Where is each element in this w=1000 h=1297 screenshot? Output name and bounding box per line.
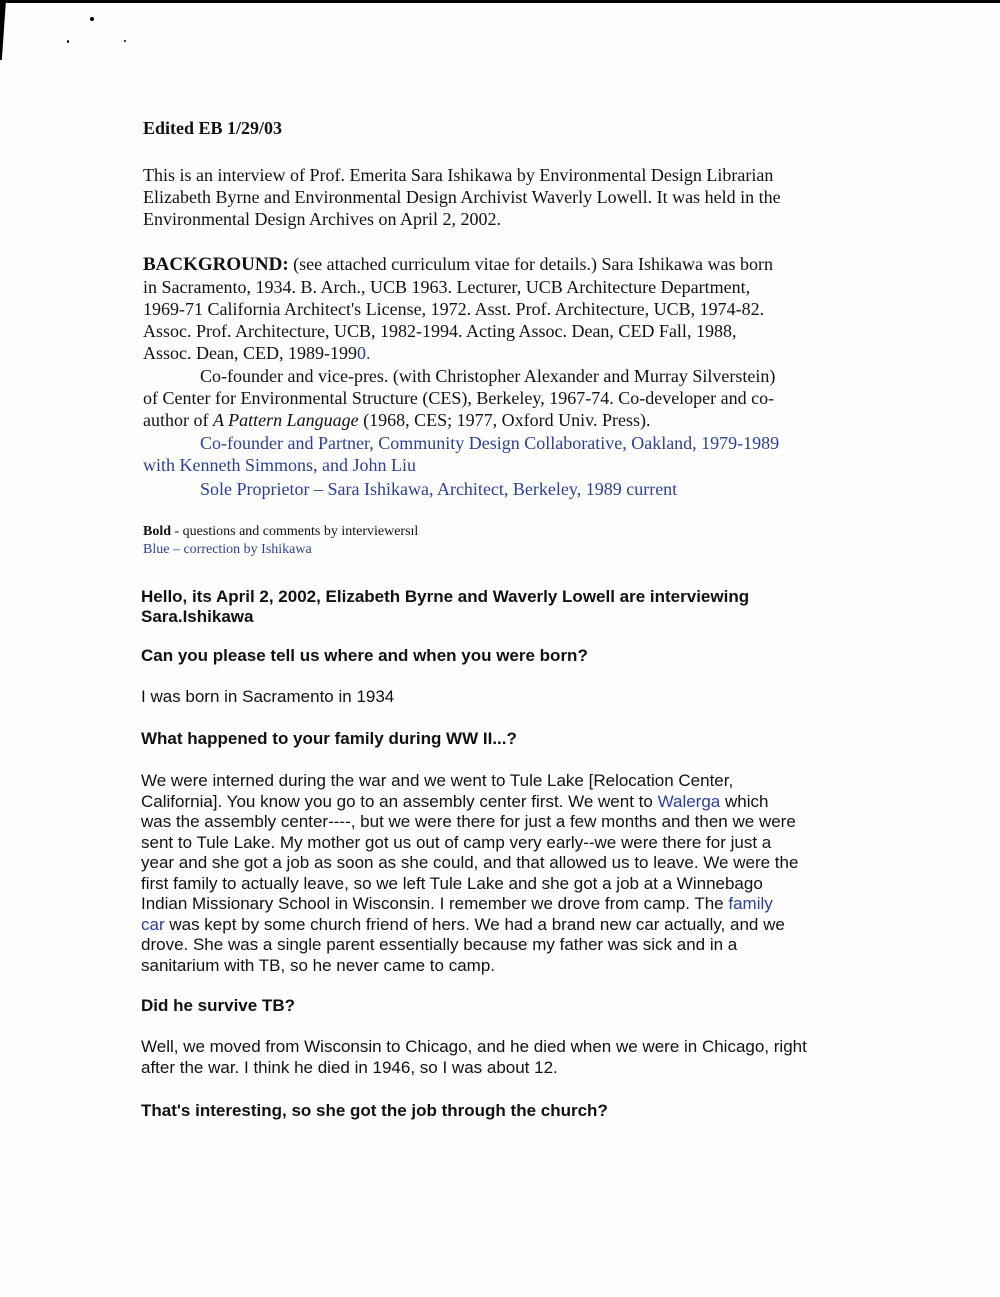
legend-bold-desc: - questions and comments by interviewersıl — [171, 524, 419, 539]
legend-blue: Blue – correction by Ishikawa — [143, 542, 312, 557]
opening-statement — [141, 587, 749, 627]
book-title: A Pattern Language — [212, 410, 359, 430]
intro-line: Elizabeth Byrne and Environmental Design Archivist Waverly Lowell. It was held in the — [143, 187, 781, 207]
background-line: of Center for Environmental Structure (CES), Berkeley, 1967-74. Co-developer and co- — [143, 388, 775, 408]
question-line: Hello, its April 2, 2002, Elizabeth Byrne and Waverly Lowell are interviewing — [141, 587, 750, 606]
scan-border-top — [0, 0, 1000, 3]
background-text: (1968, CES; 1977, Oxford Univ. Press). — [358, 410, 651, 430]
answer-text: which — [720, 791, 769, 811]
legend-bold — [143, 523, 418, 541]
answer-line: drove. She was a single parent essentially because my father was sick and in a — [141, 935, 738, 954]
intro-line: This is an interview of Prof. Emerita Sara Ishikawa by Environmental Design Librarian — [143, 165, 774, 185]
correction-line: with Kenneth Simmons, and John Liu — [143, 455, 416, 475]
correction-text: car — [141, 914, 165, 934]
answer-line — [141, 792, 798, 813]
answer-line — [141, 915, 798, 936]
correction-text: Walerga — [657, 791, 721, 811]
correction-text: family — [728, 894, 773, 913]
background-line — [143, 253, 779, 276]
background-line: Co-founder and vice-pres. (with Christopher Alexander and Murray Silverstein) — [200, 366, 776, 386]
question-line: Sara.Ishikawa — [141, 607, 254, 626]
correction-text: 0. — [356, 343, 371, 363]
question-1: Can you please tell us where and when you were born? — [141, 646, 588, 665]
answer-text: California]. You know you go to an assembly center first. We went to — [141, 791, 658, 811]
answer-3 — [141, 1037, 807, 1078]
answer-line: sent to Tule Lake. My mother got us out of camp very early--we were there for just a — [141, 832, 772, 852]
legend — [143, 523, 418, 559]
scan-speck — [90, 17, 94, 21]
background-label: BACKGROUND: — [143, 254, 289, 275]
answer-line: was the assembly center----, but we were there for just a few months and then we were — [141, 812, 796, 831]
question-3: Did he survive TB? — [141, 996, 295, 1015]
answer-line: after the war. I think he died in 1946, so I was about 12. — [141, 1057, 558, 1077]
answer-line: first family to actually leave, so we left Tule Lake and she got a job at a Winnebago — [141, 873, 763, 893]
background-line — [143, 342, 779, 364]
background-section — [143, 253, 779, 500]
legend-bold-word: Bold — [143, 524, 172, 539]
answer-line: We were interned during the war and we went to Tule Lake [Relocation Center, — [141, 771, 734, 790]
answer-2 — [141, 771, 798, 976]
scan-border-left — [0, 0, 6, 60]
answer-text: was kept by some church friend of hers. We had a brand new car actually, and we — [164, 914, 785, 934]
background-text: Assoc. Dean, CED, 1989-199 — [143, 343, 357, 363]
background-text: author of — [143, 410, 213, 430]
background-line: Assoc. Prof. Architecture, UCB, 1982-1994. Acting Assoc. Dean, CED Fall, 1988, — [143, 321, 737, 341]
correction-line: Co-founder and Partner, Community Design Collaborative, Oakland, 1979-1989 — [200, 433, 780, 453]
question-2: What happened to your family during WW II...? — [141, 729, 517, 748]
answer-line — [141, 894, 798, 915]
answer-line: Well, we moved from Wisconsin to Chicago, and he died when we were in Chicago, right — [141, 1037, 807, 1056]
intro-line: Environmental Design Archives on April 2, 2002. — [143, 209, 501, 229]
background-text: (see attached curriculum vitae for details.) Sara Ishikawa was born — [288, 254, 773, 274]
background-line: in Sacramento, 1934. B. Arch., UCB 1963. Lecturer, UCB Architecture Department, — [143, 277, 751, 297]
intro-paragraph — [143, 164, 781, 230]
answer-1: I was born in Sacramento in 1934 — [141, 687, 395, 706]
answer-line: year and she got a job as soon as she could, and that allowed us to leave. We were the — [141, 853, 799, 872]
edited-note: Edited EB 1/29/03 — [143, 118, 283, 138]
scan-speck — [67, 40, 69, 43]
background-line — [143, 409, 779, 431]
question-4: That's interesting, so she got the job through the church? — [141, 1101, 608, 1120]
background-line: 1969-71 California Architect's License, 1972. Asst. Prof. Architecture, UCB, 1974-82. — [143, 299, 765, 319]
correction-line: Sole Proprietor – Sara Ishikawa, Architect, Berkeley, 1989 current — [200, 479, 678, 499]
answer-line: sanitarium with TB, so he never came to camp. — [141, 955, 496, 975]
answer-text: Indian Missionary School in Wisconsin. I remember we drove from camp. The — [141, 894, 729, 913]
scan-speck — [124, 40, 126, 42]
